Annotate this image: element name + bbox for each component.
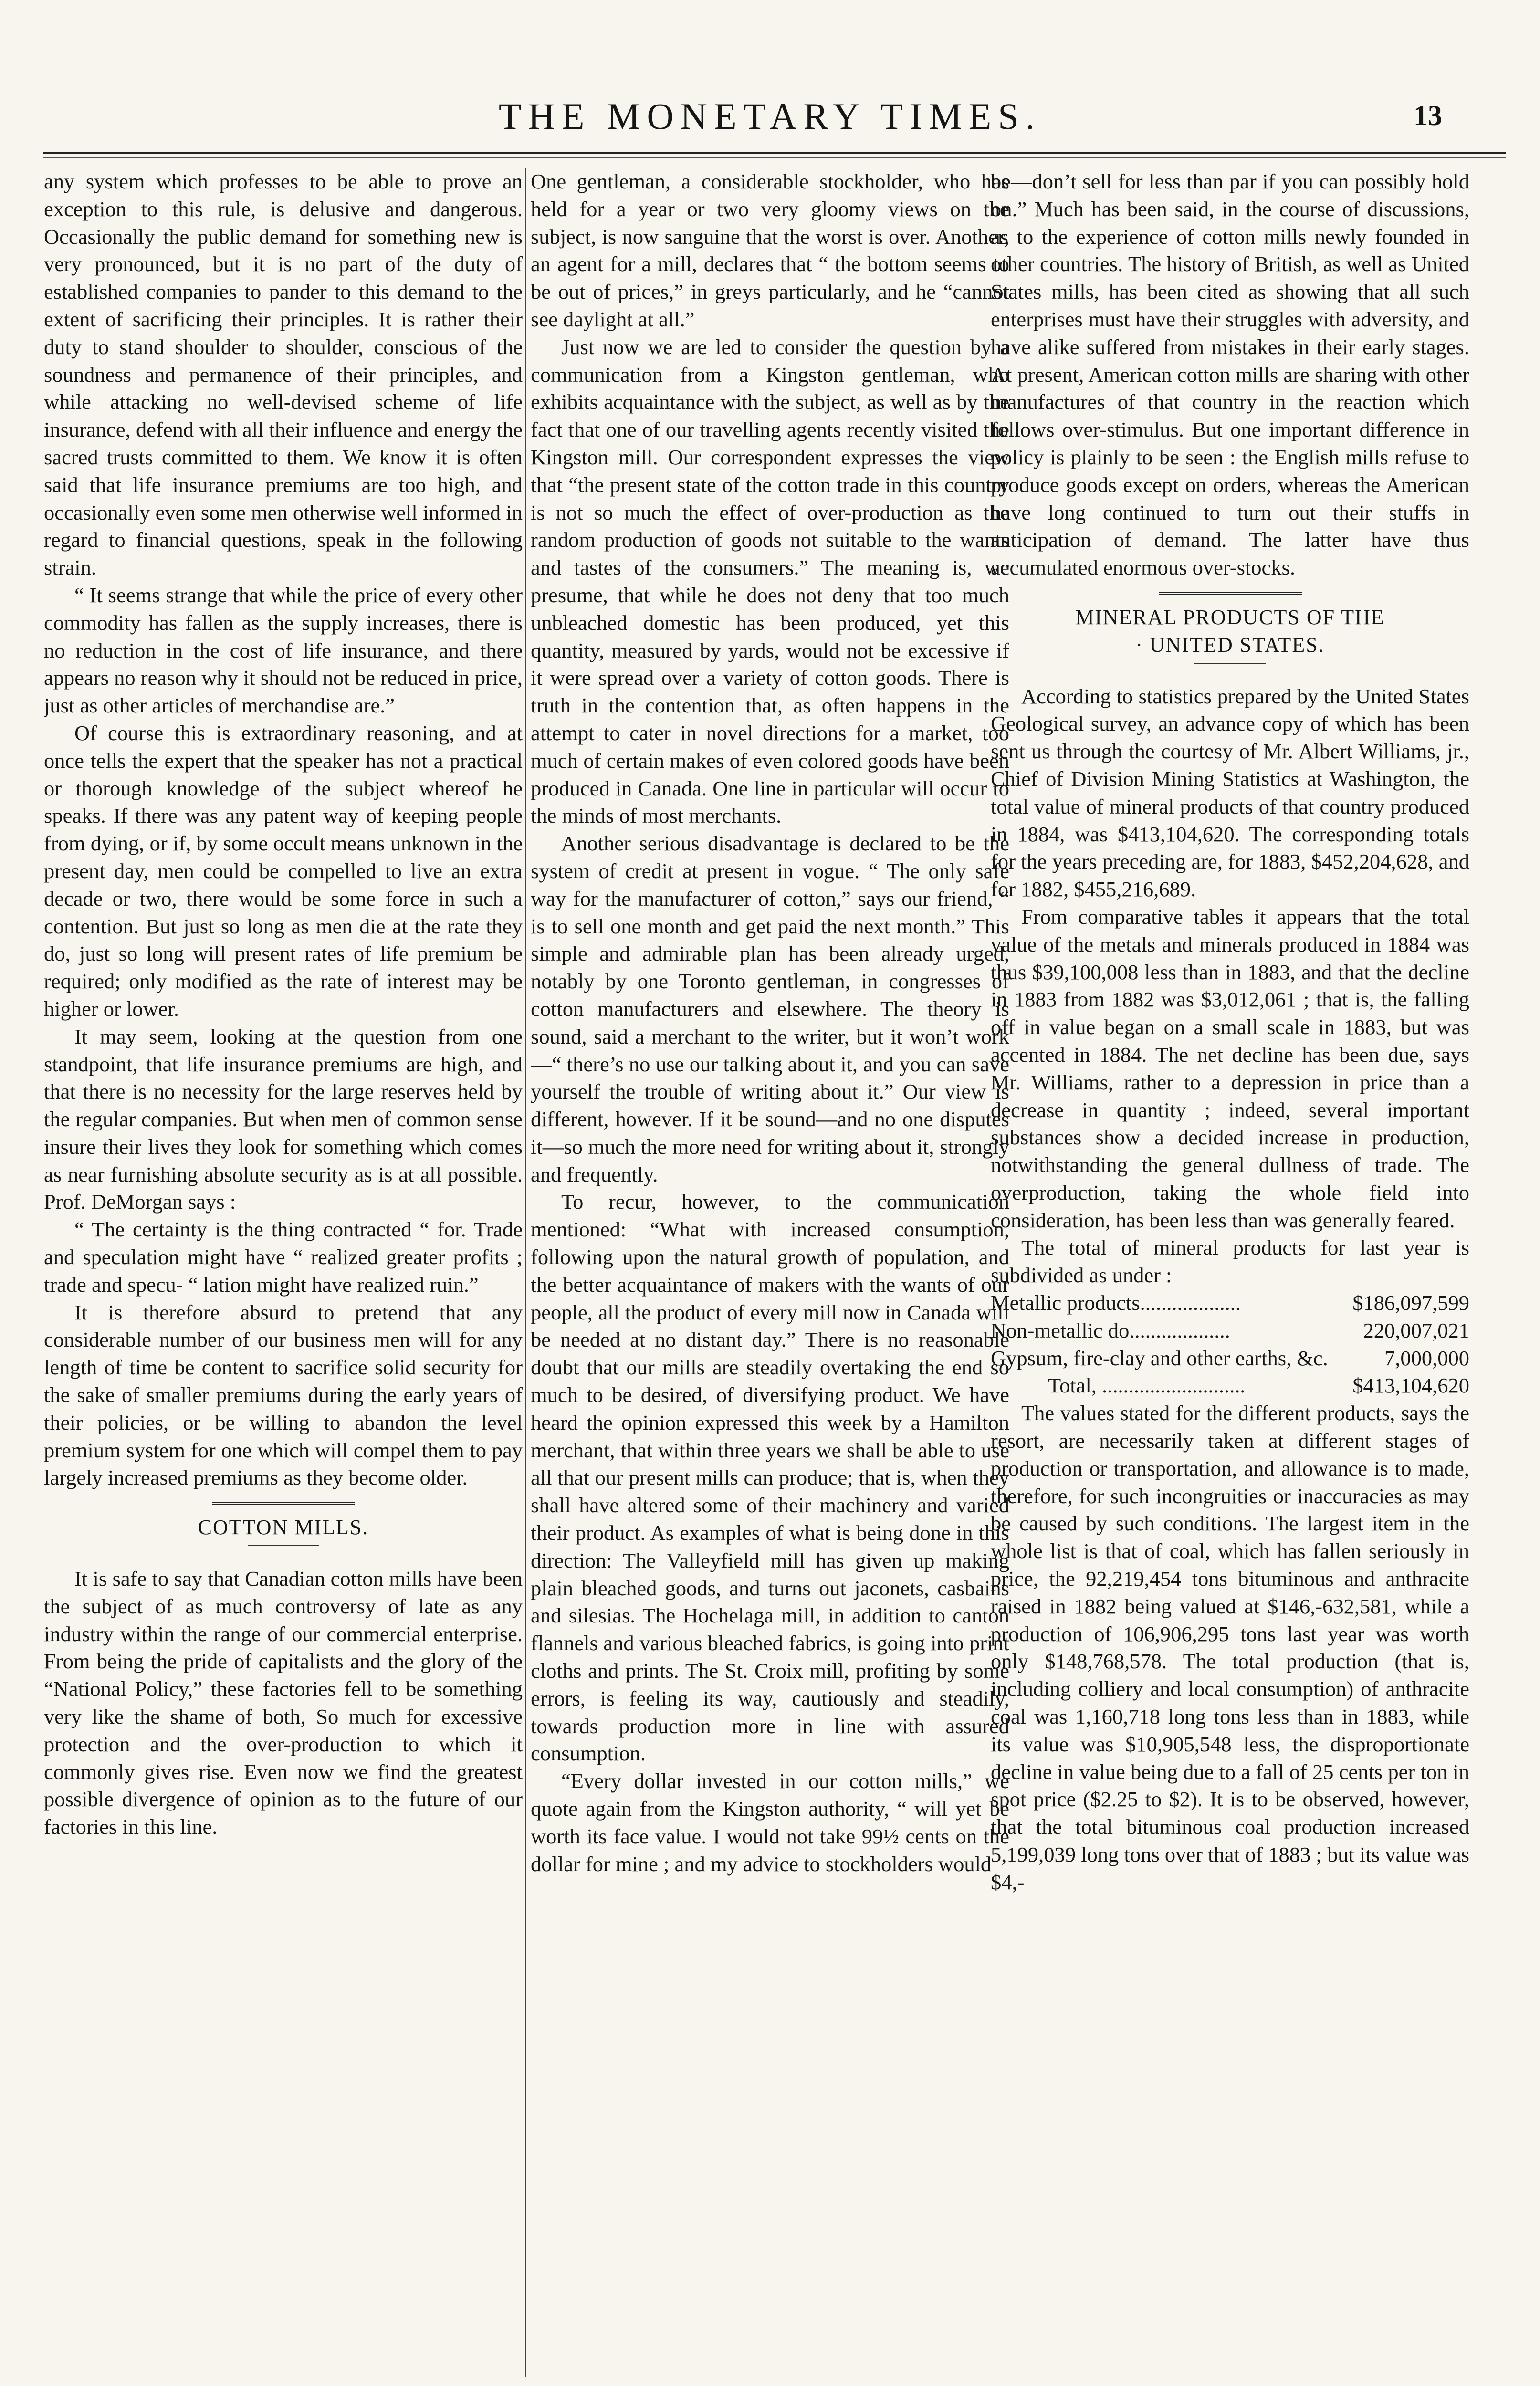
header-rule-thin — [43, 157, 1506, 158]
quotation: “ The certainty is the thing contracted “ for. Trade and speculation might have “ realized greater profits ; trade and specu- “ lation might have realized ruin.” — [44, 1217, 523, 1297]
table-cell-label: Gypsum, fire-clay and other earths, &c. — [991, 1346, 1328, 1370]
paragraph: Another serious disadvantage is declared to be the system of credit at present in vogue. “ The only safe way for the manufacturer of cotton,” says our friend, “ is to sell one month and get paid the next month.” This simple and admirable plan has been already urged, notably by one Toronto gentleman, in congresses of cotton manufacturers and elsewhere. The theory is sound, said a merchant to the writer, but it won’t work—“ there’s no use our talking about it, and you can save yourself the trouble of writing about it.” Our view is different, however. If it be sound—and no one disputes it—so much the more need for writing about it, strongly and frequently. — [531, 831, 1009, 1186]
section-heading-mineral-products — [991, 604, 1469, 659]
table-total-row — [991, 1372, 1469, 1400]
mineral-products-table — [991, 1289, 1469, 1400]
paragraph: To recur, however, to the communication mentioned: “What with increased consumption, following upon the natural growth of population, and the better acquaintance of makers with the wants of our people, all the product of every mill now in Canada will be needed at no distant day.” There is no reasonable doubt that our mills are steadily overtaking the end so much to be desired, of diversifying product. We have heard the opinion expressed this week by a Hamilton merchant, that within three years we shall be able to use all that our present mills can produce; that is, when they shall have altered some of their machinery and varied their product. As examples of what is being done in this direction: The Valleyfield mill has given up making plain bleached goods, and turns out jaconets, casbains and silesias. The Hochelaga mill, in addition to canton flannels and various bleached fabrics, is going into print cloths and prints. The St. Croix mill, profiting by some errors, is feeling its way, cautiously and steadily, towards production more in line with assured consumption. — [531, 1190, 1009, 1766]
table-row — [991, 1317, 1469, 1345]
paragraph: be—don’t sell for less than par if you can possibly hold on.” Much has been said, in the course of discussions, as to the experience of cotton mills newly founded in other countries. The history of British, as well as United States mills, has been cited as showing that all such enterprises must have their struggles with adversity, and have alike suffered from mistakes in their early stages. At present, American cotton mills are sharing with other manufactures of that country in the reaction which follows over-stimulus. But one important difference in policy is plainly to be seen : the English mills refuse to produce goods except on orders, whereas the American have long continued to turn out their stuffs in anticipation of demand. The latter have thus accumulated enormous over-stocks. — [991, 169, 1469, 580]
paragraph: Of course this is extraordinary reasoning, and at once tells the expert that the speaker has not a practical or thorough knowledge of the subject whereof he speaks. If there was any patent way of keeping people from dying, or if, by some occult means unknown in the present day, men could be compelled to live an extra decade or two, there would be some force in such a contention. But just so long as men die at the rate they do, just so long will present rates of life premium be required; only modified as the rate of interest may be higher or lower. — [44, 721, 523, 1021]
paragraph: “Every dollar invested in our cotton mills,” we quote again from the Kingston authority, “ will yet be worth its face value. I would not take 99½ cents on the dollar for mine ; and my advice to stockholders would — [531, 1769, 1009, 1876]
paragraph: Just now we are led to consider the question by a communication from a Kingston gentleman, who exhibits acquaintance with the subject, as well as by the fact that one of our travelling agents recently visited the Kingston mill. Our correspondent expresses the view that “the present state of the cotton trade in this country is not so much the effect of over-production as the random production of goods not suitable to the wants and tastes of the consumers.” The meaning is, we presume, that while he does not deny that too much unbleached domestic has been produced, yet this quantity, measured by yards, would not be excessive if it were spread over a variety of cotton goods. There is truth in the contention that, as often happens in the attempt to cater in novel directions for a market, too much of certain makes of even colored goods have been produced in Canada. One line in particular will occur to the minds of most merchants. — [531, 335, 1009, 828]
section-separator — [1159, 592, 1302, 595]
table-cell-value: 7,000,000 — [1384, 1346, 1469, 1370]
paragraph: From comparative tables it appears that the total value of the metals and minerals produced in 1884 was thus $39,100,008 less than in 1883, and that the decline in 1883 from 1882 was $3,012,061 ; that is, the falling off in value began on a small scale in 1883, but was accented in 1884. The net decline has been due, says Mr. Williams, rather to a depression in price than a decrease in quantity ; indeed, several important substances show a decided increase in production, notwithstanding the general dullness of trade. The overproduction, taking the whole field into consideration, has been less than was generally feared. — [991, 904, 1469, 1232]
paragraph: According to statistics prepared by the United States Geological survey, an advance copy of which has been sent us through the courtesy of Mr. Albert Williams, jr., Chief of Division Mining Statistics at Washington, the total value of mineral products of that country produced in 1884, was $413,104,620. The corresponding totals for the years preceding are, for 1883, $452,204,628, and for 1882, $455,216,689. — [991, 684, 1469, 901]
paragraph: It may seem, looking at the question from one standpoint, that life insurance premiums are high, and that there is no necessity for the large reserves held by the regular companies. But when men of common sense insure their lives they look for something which comes as near furnishing absolute security as is at all possible. Prof. DeMorgan says : — [44, 1024, 523, 1214]
table-row — [991, 1345, 1469, 1372]
table-cell-value: $186,097,599 — [1352, 1291, 1469, 1315]
publication-title: THE MONETARY TIMES. — [498, 95, 1042, 137]
column-2 — [531, 168, 1009, 2363]
table-row — [991, 1289, 1469, 1317]
table-total-label: Total, ........................... — [1048, 1373, 1246, 1398]
paragraph: It is safe to say that Canadian cotton mills have been the subject of as much controversy of late as any industry within the range of our commercial enterprise. From being the pride of capitalists and the glory of the “National Policy,” these factories fell to be something very like the shame of both, So much for excessive protection and the over-production to which it commonly gives rise. Even now we find the greatest possible divergence of opinion as to the future of our factories in this line. — [44, 1567, 523, 1839]
paragraph: It is therefore absurd to pretend that any considerable number of our business men will for any length of time be content to sacrifice solid security for the sake of smaller premiums during the early years of their policies, or be willing to abandon the level premium system for one which will compel them to pay largely increased premiums as they become older. — [44, 1300, 523, 1490]
table-total-value: $413,104,620 — [1352, 1373, 1469, 1398]
column-3 — [991, 168, 1469, 2363]
section-heading-cotton-mills: COTTON MILLS. — [198, 1516, 369, 1539]
section-separator — [212, 1502, 355, 1505]
paragraph: any system which professes to be able to prove an exception to this rule, is delusive and dangerous. Occasionally the public demand for something new is very pronounced, but it is no part of the duty of established companies to pander to this demand to the extent of sacrificing their principles. It is rather their duty to stand shoulder to shoulder, conscious of the soundness and permanence of their principles, and while attacking no well-devised scheme of life insurance, defend with all their influence and energy the sacred trusts committed to them. We know it is often said that life insurance premiums are too high, and occasionally even some men otherwise well informed in regard to financial questions, speak in the following strain. — [44, 169, 523, 580]
column-1 — [44, 168, 523, 2363]
heading-line: · UNITED STATES. — [1135, 633, 1325, 657]
heading-underline — [248, 1545, 319, 1546]
table-cell-label: Metallic products................... — [991, 1291, 1241, 1315]
quoted-paragraph: “ It seems strange that while the price of every other commodity has fallen as the supply increases, there is no reduction in the cost of life insurance, and there appears no reason why it should not be reduced in price, just as other articles of merchandise are.” — [44, 583, 523, 718]
paragraph: The total of mineral products for last year is subdivided as under : — [991, 1235, 1469, 1287]
table-cell-value: 220,007,021 — [1363, 1318, 1469, 1342]
table-cell-label: Non-metallic do................... — [991, 1318, 1230, 1342]
page-number: 13 — [1414, 100, 1442, 131]
header-rule — [43, 152, 1506, 154]
heading-underline — [1194, 663, 1266, 664]
masthead — [0, 0, 1540, 157]
column-divider — [525, 168, 526, 2377]
heading-line: MINERAL PRODUCTS OF THE — [1075, 605, 1385, 629]
paragraph: The values stated for the different products, says the resort, are necessarily taken at different stages of production or transportation, and allowance is to made, therefore, for such incongruities or inaccuracies as may be caused by such conditions. The largest item in the whole list is that of coal, which has fallen seriously in price, the 92,219,454 tons bituminous and anthracite raised in 1882 being valued at $146,-632,581, while a production of 106,906,295 tons last year was worth only $148,768,578. The total production (that is, including colliery and local consumption) of anthracite coal was 1,160,718 long tons less than in 1883, while its value was $10,905,548 less, the disproportionate decline in value being due to a fall of 25 cents per ton in spot price ($2.25 to $2). It is to be observed, however, that the total bituminous coal production increased 5,199,039 long tons over that of 1883 ; but its value was $4,- — [991, 1401, 1469, 1894]
paragraph: One gentleman, a considerable stockholder, who has held for a year or two very gloomy views on the subject, is now sanguine that the worst is over. Another, an agent for a mill, declares that “ the bottom seems to be out of prices,” in greys particularly, and he “cannot see daylight at all.” — [531, 169, 1009, 331]
